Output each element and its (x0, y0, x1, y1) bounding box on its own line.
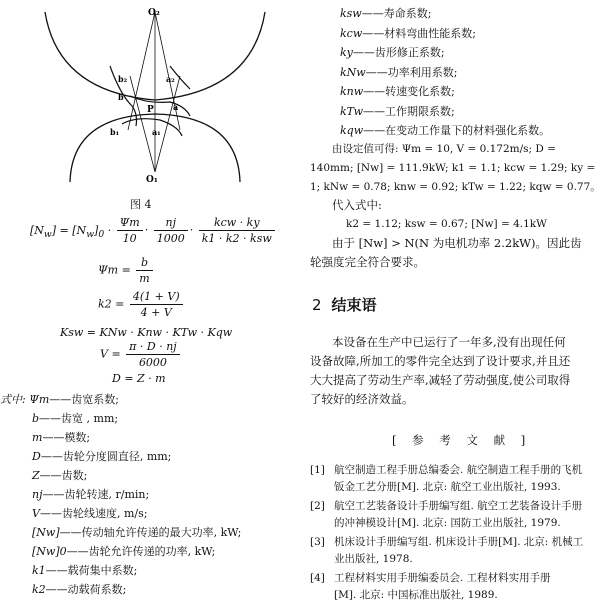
frac-k2 (130, 290, 183, 319)
closing-line-1: 本设备在生产中已运行了一年多,没有出现任何 (332, 335, 566, 349)
action-line-2 (155, 12, 180, 130)
formula-v (100, 340, 182, 369)
gear-mesh-figure (40, 4, 270, 184)
section-heading (312, 294, 377, 315)
given-values-paragraph (310, 140, 601, 197)
label-o2: O₂ (148, 8, 160, 18)
left-symbol-5: nj——齿轮转速, r/min; (32, 488, 150, 501)
frac-m: m (139, 272, 150, 285)
frac-k2-den: 4 + V (140, 306, 172, 319)
formula-d: D = Z · m (112, 372, 166, 385)
formula-v-lhs: V = (100, 347, 121, 361)
section-number: 2 (312, 296, 322, 314)
left-symbol-7: [Nw]——传动轴允许传递的最大功率, kW; (32, 526, 242, 539)
label-b2: b₂ (118, 74, 128, 84)
given-line-3: 1; kNw = 0.78; knw = 0.92; kTw = 1.22; kqw = 0.77。 (310, 181, 601, 193)
reference-item: [4] 工程材料实用手册编委员会. 工程材料实用手册 [M]. 北京: 中国标准出版社, 1989. (310, 572, 551, 601)
label-o1: O₁ (146, 175, 158, 184)
right-symbol-4: knw——转速变化系数; (340, 85, 455, 98)
label-a2: a₂ (166, 74, 175, 84)
substitution-values: k2 = 1.12; ksw = 0.67; [Nw] = 4.1kW (346, 218, 547, 230)
label-a1: a₁ (152, 127, 161, 137)
section-title: 结束语 (331, 296, 377, 314)
reference-item: [1] 航空制造工程手册总编委会. 航空制造工程手册的飞机 钣金工艺分册[M]. 北京: 航空工业出版社, 1993. (310, 464, 583, 493)
right-symbol-1: kcw——材料弯曲性能系数; (340, 26, 476, 40)
formula-ksw: Ksw = KNw · Knw · KTw · Kqw (60, 326, 233, 339)
closing-line-4: 了较好的经济效益。 (310, 392, 414, 406)
formula-power: $[N_w] = [N_w]_0$ · $\frac{\Psi m}{10}$ · $\frac{nj}{1000}$ · $\frac{\text{kcw · ky}}{\text{k1 · k2 · ksw}}$ (30, 216, 277, 245)
conclusion-paragraph (310, 234, 581, 272)
conclusion-line-1: 由于 [Nw] > N(N 为电机功率 2.2kW)。因此齿 (332, 236, 582, 250)
action-line-3 (130, 76, 155, 172)
left-symbol-2: m——模数; (32, 431, 91, 444)
label-b: b (118, 92, 124, 102)
label-p: P (147, 105, 154, 115)
frac-b: b (136, 256, 152, 271)
left-symbol-4: Z——齿数; (32, 469, 88, 482)
left-symbol-10: k2——动载荷系数; (32, 583, 127, 596)
right-symbol-0: ksw——寿命系数; (340, 7, 432, 20)
left-symbol-list (0, 390, 241, 599)
frac-b-m (136, 256, 152, 285)
right-symbol-list (340, 4, 550, 141)
label-a: a (173, 102, 179, 112)
frac-psi (117, 216, 143, 245)
formula-psi-lhs: Ψm = (98, 263, 131, 277)
reference-item: [2] 航空工艺装备设计手册编写组. 航空工艺装备设计手册 的冲神模设计[M]. 北京: 国防工业出版社, 1979. (310, 500, 583, 529)
given-line-2: 140mm; [Nw] = 111.9kW; k1 = 1.1; kcw = 1.29; ky = (310, 162, 596, 174)
given-line-1: 由设定值可得: Ψm = 10, V = 0.172m/s; D = (332, 143, 556, 155)
frac-k (199, 216, 275, 245)
left-symbol-8: [Nw]0——齿轮允许传递的功率, kW; (32, 545, 216, 558)
frac-v-den: 6000 (138, 356, 167, 369)
frac-psi-den: 10 (122, 232, 137, 245)
closing-paragraph (310, 333, 570, 409)
substitution-intro: 代入式中: (332, 198, 382, 212)
formula-k2-lhs: k2 = (98, 297, 125, 311)
conclusion-line-2: 轮强度完全符合要求。 (310, 255, 425, 269)
references-list (310, 462, 583, 604)
formula-k2 (98, 290, 185, 319)
left-symbol-9: k1——载荷集中系数; (32, 564, 138, 577)
frac-k2-num: 4(1 + V) (130, 290, 183, 305)
figure-caption: 图 4 (130, 198, 152, 211)
frac-nj-num: nj (154, 216, 188, 231)
frac-k-num: kcw · ky (199, 216, 275, 231)
right-symbol-5: kTw——工作期限系数; (340, 104, 455, 118)
closing-line-3: 大大提高了劳动生产率,减轻了劳动强度,使公司取得 (310, 373, 571, 387)
references-heading: [ 参 考 文 献 ] (392, 433, 532, 447)
left-symbol-3: D——齿轮分度圆直径, mm; (32, 450, 172, 463)
frac-nj (154, 216, 188, 245)
right-symbol-3: kNw——功率利用系数; (340, 65, 458, 79)
frac-nj-den: 1000 (156, 232, 185, 245)
right-symbol-6: kqw——在变动工作量下的材料强化系数。 (340, 124, 551, 137)
action-line-4 (155, 76, 180, 172)
formula-power-lhs: $[N_w] = [N_w]_0$ · (30, 223, 112, 240)
frac-k-den: k1 · k2 · ksw (201, 232, 272, 245)
right-symbol-2: ky——齿形修正系数; (340, 46, 445, 59)
left-symbol-6: V——齿轮线速度, m/s; (32, 507, 148, 520)
closing-line-2: 设备故障,所加工的零件完全达到了设计要求,并且还 (310, 354, 571, 368)
left-symbol-1: b——齿宽 , mm; (32, 412, 119, 425)
frac-v (126, 340, 180, 369)
frac-psi-num: Ψm (117, 216, 143, 231)
frac-v-num: π · D · nj (126, 340, 180, 355)
reference-item: [3] 机床设计手册编写组. 机床设计手册[M]. 北京: 机械工 业出版社, 1978. (310, 536, 584, 565)
label-b1: b₁ (110, 127, 120, 137)
left-symbol-0: 式中: Ψm——齿宽系数; (0, 393, 119, 406)
formula-psi (98, 256, 155, 285)
